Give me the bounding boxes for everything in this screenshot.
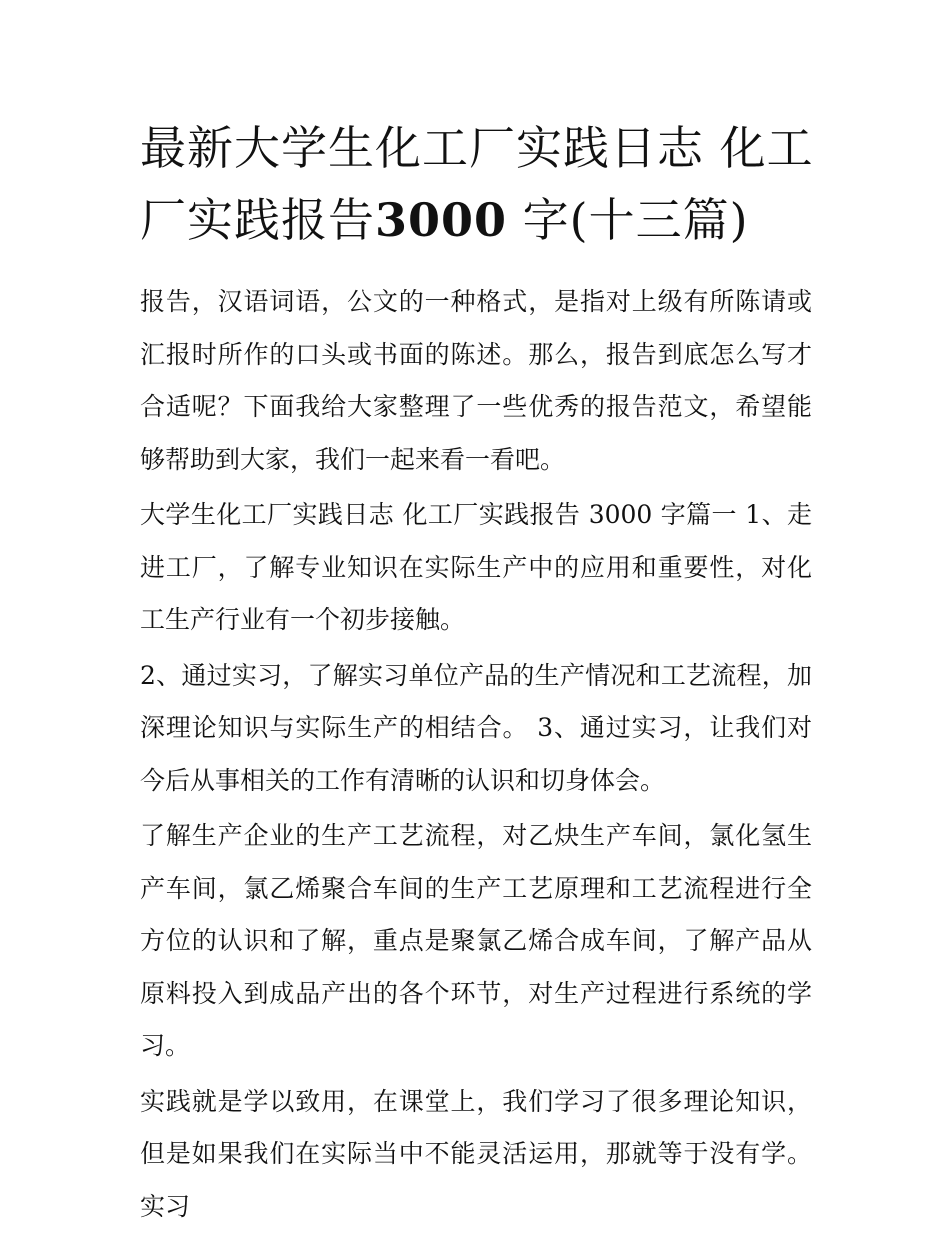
paragraph-section-2: 2、通过实习，了解实习单位产品的生产情况和工艺流程，加深理论知识与实际生产的相结合。 3、通过实习，让我们对今后从事相关的工作有清晰的认识和切身体会。: [140, 660, 812, 795]
page-title: [140, 112, 820, 256]
paragraph-process: 了解生产企业的生产工艺流程，对乙炔生产车间，氯化氢生产车间，氯乙烯聚合车间的生产工艺原理和工艺流程进行全方位的认识和了解，重点是聚氯乙烯合成车间，了解产品从原料投入到成品产出的各个环节，对生产过程进行系统的学习。: [140, 821, 812, 1060]
paragraph-practice: 实践就是学以致用，在课堂上，我们学习了很多理论知识，但是如果我们在实际当中不能灵活运用，那就等于没有学。实习: [140, 1086, 812, 1221]
title-number: 3000: [375, 193, 508, 247]
paragraph-section-1: 大学生化工厂实践日志 化工厂实践报告 3000 字篇一 1、走进工厂，了解专业知识在实际生产中的应用和重要性，对化工生产行业有一个初步接触。: [140, 500, 812, 634]
title-text-part1: 最新大学生化工厂实践日志 化工厂实践报告: [140, 121, 814, 247]
document-body: [140, 276, 812, 1236]
title-text-part2: 字(十三篇): [522, 193, 749, 247]
paragraph-intro: 报告，汉语词语，公文的一种格式，是指对上级有所陈请或汇报时所作的口头或书面的陈述。那么，报告到底怎么写才合适呢？下面我给大家整理了一些优秀的报告范文，希望能够帮助到大家，我们一起来看一看吧。: [140, 287, 812, 474]
